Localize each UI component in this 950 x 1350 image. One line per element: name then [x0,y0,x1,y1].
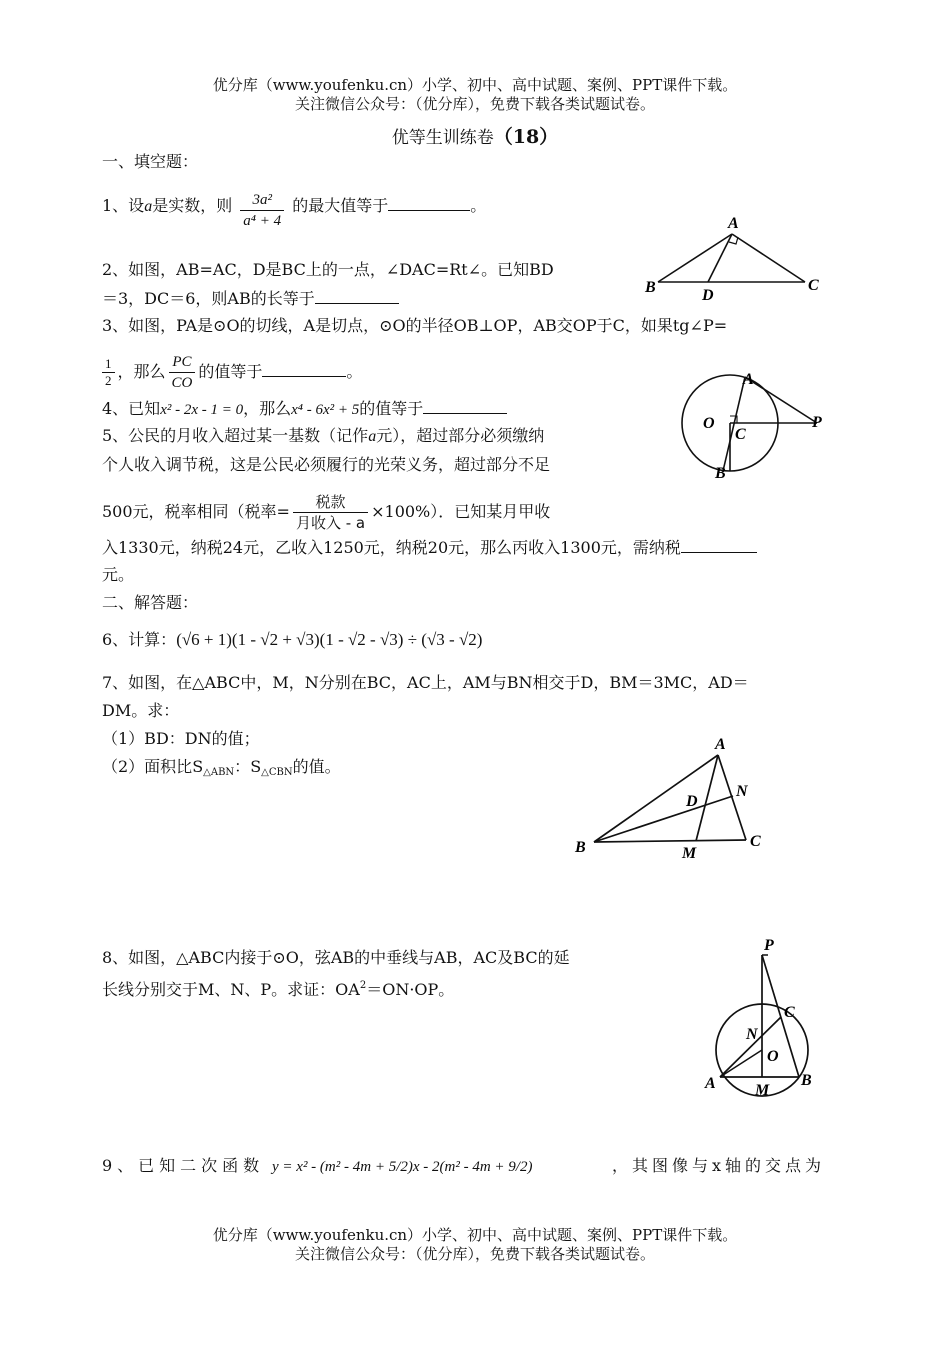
q1-answer-blank[interactable] [388,195,470,211]
title-text: 优等生训练卷 [391,128,494,148]
header-line-1: 优分库（www.youfenku.cn）小学、初中、高中试题、案例、PPT课件下载。 [212,76,738,94]
question-3-line-1: 3、如图，PA是⊙O的切线，A是切点，⊙O的半径OB⊥OP，AB交OP于C，如果tg∠P= [102,316,728,335]
question-7-line-2: DM。求： [102,701,180,720]
question-5-line-3 [102,492,550,533]
figure-q8 [700,935,830,1105]
q3-answer-blank[interactable] [262,361,346,377]
question-7-line-1: 7、如图，在△ABC中，M，N分别在BC，AC上，AM与BN相交于D，BM＝3MC，AD＝ [102,673,749,692]
q5-tax-num: 税款 [293,492,368,513]
q7-sub2a: （2）面积比 [102,757,193,776]
question-2-line-2 [102,288,399,309]
question-9-pre: 9、已知二次函数 [102,1156,265,1175]
fig8-line-ao [720,1050,762,1077]
title-number: （18） [493,126,559,148]
q3-mid: ，那么 [117,362,166,381]
header-line-2: 关注微信公众号：（优分库），免费下载各类试题试卷。 [294,95,655,113]
footer-line-2: 关注微信公众号：（优分库），免费下载各类试题试卷。 [294,1245,655,1263]
q8-line2a: 长线分别交于M、N、P。求证：OA [102,980,360,999]
fig7-label-a: A [715,736,726,753]
q5-line4-text: 入1330元，纳税24元，乙收入1250元，纳税20元，那么丙收入1300元，需纳税 [102,538,681,557]
q4-equation: x² - 2x - 1 = 0 [160,402,244,418]
figure-q7 [570,730,770,860]
fig8-label-o: O [767,1048,779,1065]
q7-s2-sub: △CBN [261,767,293,778]
fig7-label-n: N [736,783,748,800]
fig2-line-ba [658,234,732,282]
footer-line-1: 优分库（www.youfenku.cn）小学、初中、高中试题、案例、PPT课件下载。 [212,1226,738,1244]
fig8-label-m: M [755,1082,770,1099]
fig8-label-n: N [746,1026,758,1043]
q8-line2b: ＝ON·OP。 [366,980,455,999]
fig7-label-b: B [575,839,586,856]
q7-s2: S [250,757,262,776]
fig8-label-a: A [705,1075,716,1092]
q5-line1a: 5、公民的月收入超过某一基数（记作 [102,426,369,445]
fig7-label-c: C [750,833,761,850]
q4-answer-blank[interactable] [423,398,507,414]
q4-pre: 4、已知 [102,399,161,418]
question-9-post: ，其图像与x轴的交点为 [612,1156,826,1175]
fig2-label-b: B [645,279,656,296]
q8-sup: 2 [359,980,367,991]
fig7-label-m: M [682,845,697,860]
fig7-line-bc [594,840,746,842]
q9-expression: y = x² - (m² - 4m + 5/2)x - 2(m² - 4m + 9/2) [272,1159,533,1175]
section-fill-blank: 一、填空题： [102,152,199,171]
question-5-line-2: 个人收入调节税，这是公民必须履行的光荣义务，超过部分不足 [102,455,551,474]
q1-fraction [240,190,284,231]
q5-var: a [368,428,377,445]
question-7-sub-1: （1）BD：DN的值； [102,729,260,748]
fig3-label-p: P [812,414,822,431]
fig3-label-a: A [743,371,754,388]
q2-answer-blank[interactable] [315,288,399,304]
fig3-label-c: C [735,426,746,443]
figure-q2 [640,210,830,305]
fig8-label-p: P [764,937,774,954]
question-2-line-1: 2、如图，AB=AC，D是BC上的一点，∠DAC=Rt∠。已知BD [102,260,554,279]
question-6 [102,630,482,650]
question-4 [102,398,507,420]
q3-ratio-den: CO [171,375,193,391]
q7-s1-sub: △ABN [203,767,235,778]
fig2-label-c: C [808,277,819,294]
q1-mid: 是实数，则 [152,196,233,215]
q5-tax-den: 月收入 - a [295,514,366,532]
question-8-line-1: 8、如图，△ABC内接于⊙O，弦AB的中垂线与AB，AC及BC的延 [102,948,570,967]
q5-line3b: ×100%）．已知某月甲收 [371,502,551,521]
q4-post: 的值等于 [359,399,424,418]
page-title [0,122,950,149]
question-8-line-2 [102,976,454,1000]
q1-num: 3a² [240,190,284,211]
question-9-expression [272,1156,532,1177]
fig2-label-a: A [728,215,739,232]
q7-s1: S [192,757,204,776]
q7-sub2b: 的值。 [292,757,341,776]
q3-post: 的值等于 [198,362,263,381]
question-7-sub-2 [102,757,341,783]
fig7-label-d: D [686,793,698,810]
q3-ratio-num: PC [169,352,196,373]
q6-label: 6、计算： [102,630,177,649]
fig2-line-ac [732,234,805,282]
q4-mid: ，那么 [243,399,292,418]
q1-var: a [144,198,153,215]
question-5-line-4 [102,537,757,558]
q5-line1b: 元），超过部分必须缴纳 [376,426,545,445]
question-5-line-1 [102,426,544,447]
q6-expression: (√6 + 1)(1 - √2 + √3)(1 - √2 - √3) ÷ (√3 - √2) [176,630,483,649]
q1-den: a⁴ + 4 [243,213,282,229]
fig8-label-c: C [784,1004,795,1021]
fig7-line-bn [594,796,733,842]
fig8-label-b: B [801,1072,812,1089]
fig3-label-b: B [715,465,726,482]
fig3-label-o: O [703,415,715,432]
q7-sep: ： [234,757,251,776]
section-answer: 二、解答题： [102,593,199,612]
question-3-line-2 [102,352,362,393]
q3-tg-fraction [102,356,115,389]
fig2-label-d: D [702,287,714,304]
q1-post: 的最大值等于 [292,196,389,215]
q3-ratio-fraction [169,352,196,393]
question-1 [102,190,486,231]
fig3-line-ap [745,377,817,423]
q5-tax-fraction [293,492,368,533]
q3-tg-num: 1 [102,356,115,373]
q5-answer-blank[interactable] [681,537,757,553]
figure-q3 [665,370,835,485]
q4-expression: x⁴ - 6x² + 5 [291,402,360,418]
q2-line2-text: ＝3，DC＝6，则AB的长等于 [102,289,315,308]
q1-pre: 1、设 [102,196,145,215]
q5-line3a: 500元，税率相同（税率= [102,502,290,521]
q3-end: 。 [346,362,363,381]
q1-end: 。 [470,196,487,215]
question-5-line-5: 元。 [102,565,135,584]
q3-tg-den: 2 [105,373,112,388]
fig3-line-ab [723,377,745,471]
